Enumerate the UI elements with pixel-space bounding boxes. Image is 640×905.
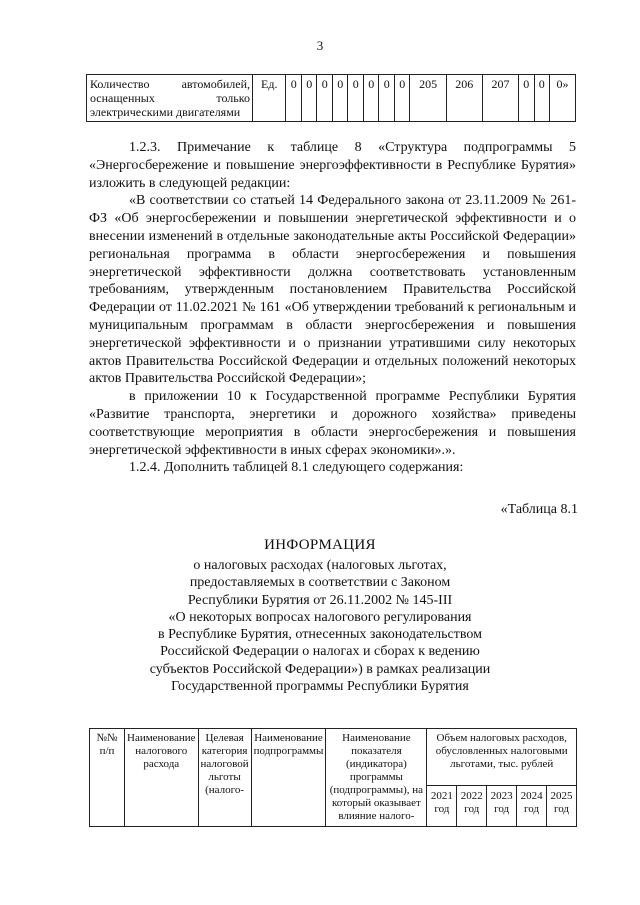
header-year: 2021 год — [427, 786, 457, 827]
table-header-row — [90, 729, 577, 786]
paragraph: «В соответствии со статьей 14 Федерального закона от 23.11.2009 № 261-ФЗ «Об энергосбережении и повышении энергетической эффективности и о внесении изменений в отдельные законодательные акты Российской Федерации» региональная программа в области энергосбережения и повышения энергетической эффективности должна соответствовать установленным требованиям, утвержденным постановлением Правительства Российской Федерации от 11.02.2021 № 161 «Об утверждении требований к региональным и муниципальным программам в области энергосбережения и повышения энергетической эффективности и о признании утратившими силу некоторых актов Правительства Российской Федерации и отдельных положений некоторых актов Правительства Российской Федерации»; — [89, 193, 576, 387]
value-cell: 206 — [446, 75, 482, 122]
row-label: Количество автомобилей, оснащенных только электрическими двигателями — [87, 75, 253, 122]
info-line: в Республике Бурятия, отнесенных законодательством — [158, 627, 482, 643]
paragraph: 1.2.3. Примечание к таблице 8 «Структура подпрограммы 5 «Энергосбережение и повышение энергоэффективности в Республике Бурятия» изложить в следующей редакции: — [89, 140, 576, 191]
value-cell: 0 — [519, 75, 535, 122]
value-cell: 0» — [550, 75, 576, 122]
info-line: Республики Бурятия от 26.11.2002 № 145-III — [187, 592, 453, 608]
value-cell: 0 — [286, 75, 302, 122]
unit-cell: Ед. — [253, 75, 286, 122]
info-line: о налоговых расходах (налоговых льготах, — [193, 558, 447, 573]
value-cell: 0 — [348, 75, 364, 122]
header-indicator-name: Наименование показателя (индикатора) программы (подпрограммы), на который оказывает влияние налого- — [326, 729, 427, 827]
info-line: предоставляемых в соответствии с Законом — [189, 575, 451, 591]
tax-expenditure-table — [89, 728, 577, 827]
value-cell: 0 — [301, 75, 317, 122]
header-expenditure-name: Наименование налогового расхода — [125, 729, 199, 827]
header-year: 2023 год — [487, 786, 517, 827]
value-cell: 0 — [363, 75, 379, 122]
header-target-category: Целевая категория налоговой льготы (налого- — [198, 729, 251, 827]
value-cell: 0 — [394, 75, 410, 122]
header-year: 2025 год — [547, 786, 577, 827]
value-cell: 207 — [482, 75, 518, 122]
header-subprogram-name: Наименование подпрограммы — [251, 729, 326, 827]
header-tax-volume: Объем налоговых расходов, обусловленных налоговыми льготами, тыс. рублей — [427, 729, 577, 786]
top-table-fragment — [86, 74, 576, 122]
header-year: 2024 год — [517, 786, 547, 827]
info-line: субъектов Российской Федерации») в рамках реализации — [149, 661, 491, 677]
header-number: №№ п/п — [90, 729, 125, 827]
page-number: 3 — [316, 38, 324, 53]
value-cell: 205 — [410, 75, 446, 122]
value-cell: 0 — [317, 75, 333, 122]
info-line: «О некоторых вопросах налогового регулирования — [168, 609, 472, 625]
info-title: ИНФОРМАЦИЯ — [264, 537, 376, 553]
info-line: Российской Федерации о налогах и сборах к ведению — [160, 644, 480, 660]
paragraph: 1.2.4. Дополнить таблицей 8.1 следующего содержания: — [129, 460, 464, 476]
body-text — [89, 139, 576, 477]
info-line: Государственной программы Республики Бурятия — [171, 679, 469, 695]
table-row — [87, 75, 576, 122]
header-year: 2022 год — [457, 786, 487, 827]
value-cell: 0 — [534, 75, 550, 122]
paragraph: в приложении 10 к Государственной программе Республики Бурятия «Развитие транспорта, энергетики и дорожного хозяйства» приведены соответствующие мероприятия в области энергосбережения и повышения энергетической эффективности в иных сферах экономики».». — [89, 389, 576, 458]
info-subtitle — [0, 557, 640, 695]
value-cell: 0 — [332, 75, 348, 122]
value-cell: 0 — [379, 75, 395, 122]
table-caption: «Таблица 8.1 — [500, 502, 578, 517]
